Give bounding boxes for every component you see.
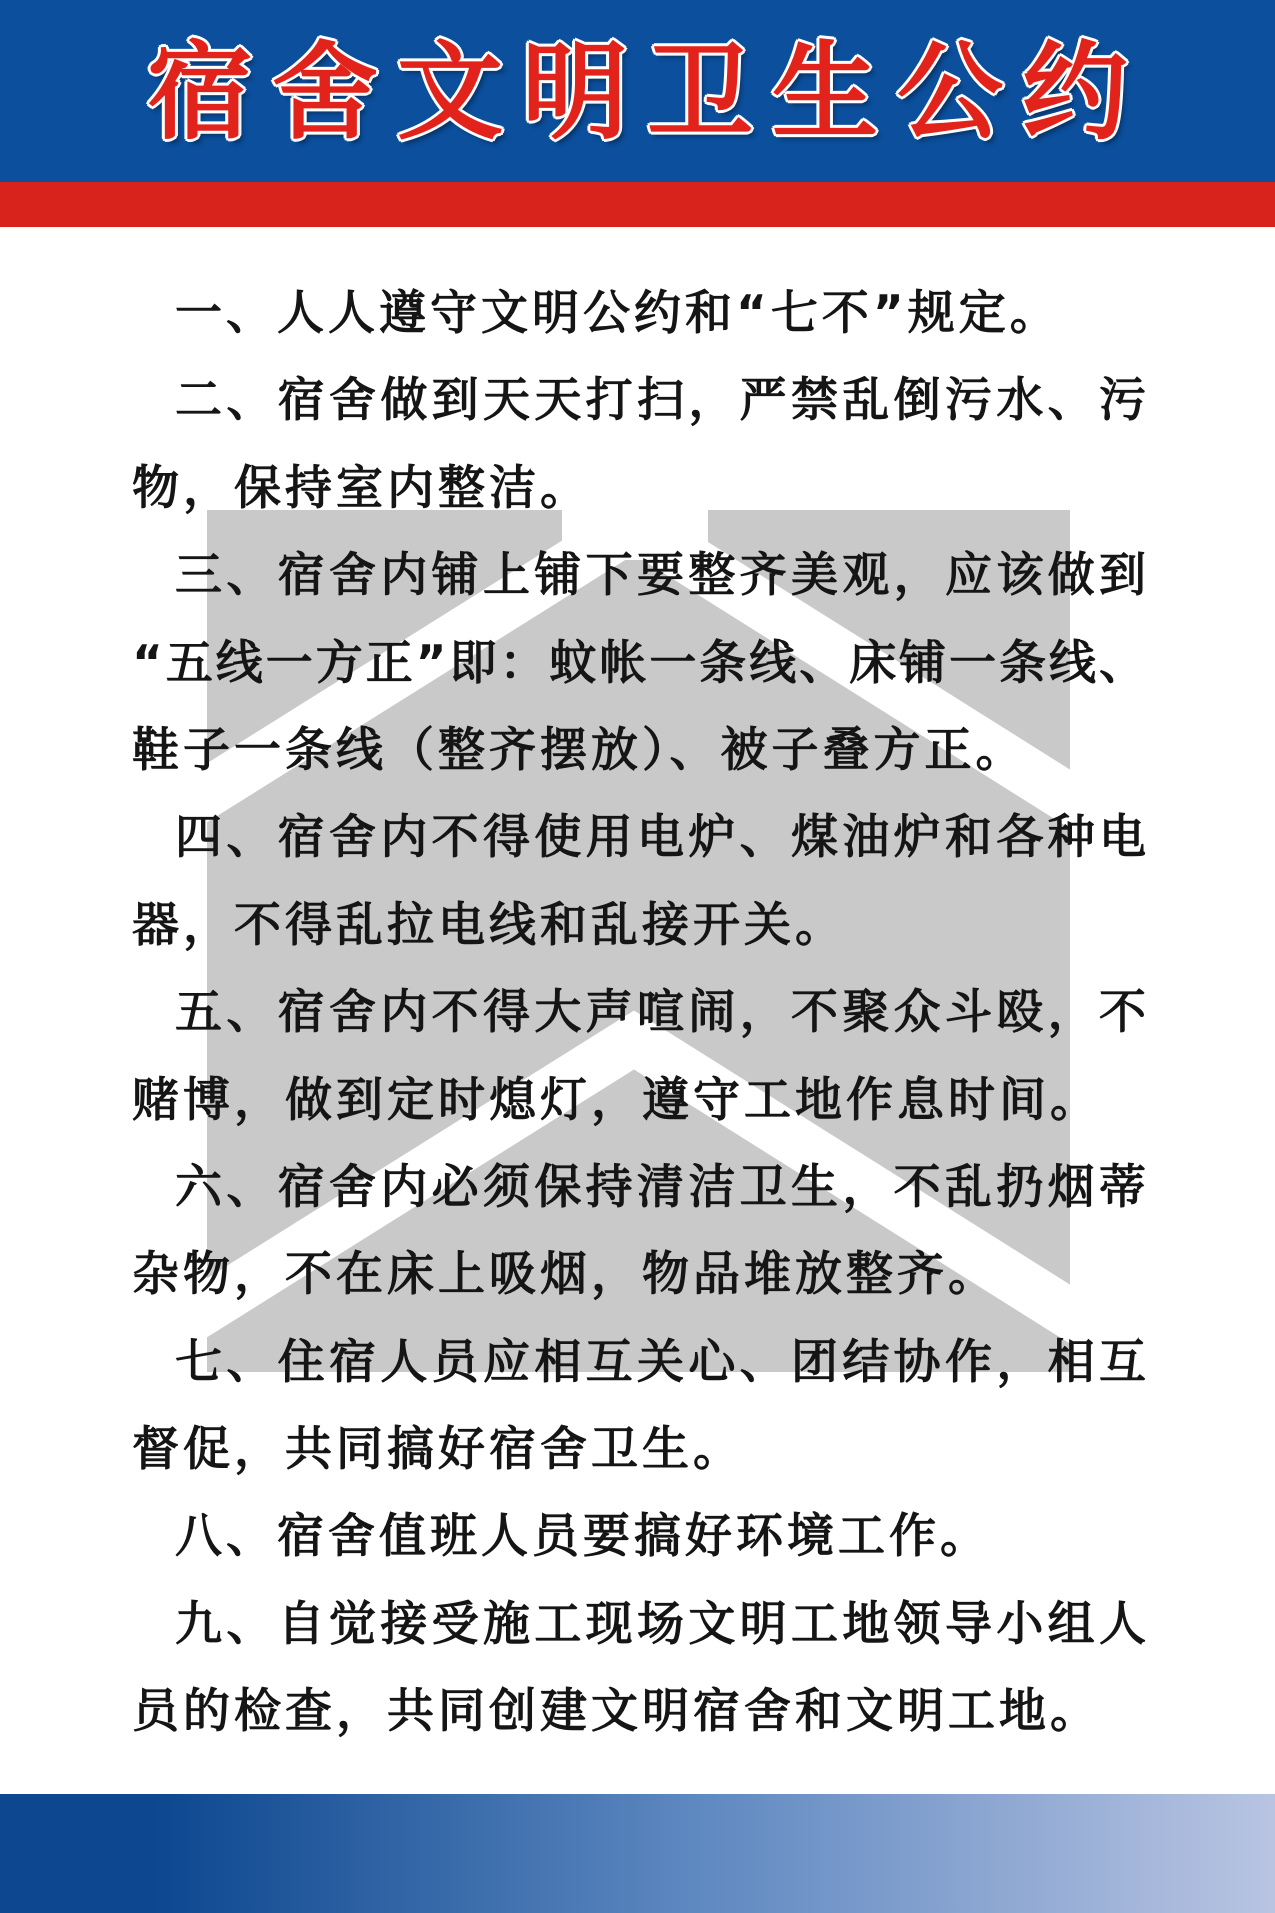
article-4-line-2: 器，不得乱拉电线和乱接开关。 [132, 897, 846, 953]
article-7-line-1: 七、住宿人员应相互关心、团结协作，相互 [175, 1334, 1146, 1390]
article-7 [132, 1319, 1146, 1494]
article-8 [132, 1493, 1146, 1580]
article-8-line-1: 八、宿舍值班人员要搞好环境工作。 [175, 1509, 991, 1565]
article-5-line-1: 五、宿舍内不得大声喧闹，不聚众斗殴，不 [175, 985, 1146, 1041]
article-9 [132, 1581, 1146, 1756]
article-5-line-2: 赌博，做到定时熄灯，遵守工地作息时间。 [132, 1072, 1101, 1128]
article-4 [132, 794, 1146, 969]
convention-list [132, 270, 1146, 1756]
article-2-line-1: 二、宿舍做到天天打扫，严禁乱倒污水、污 [175, 373, 1146, 429]
article-9-line-2: 员的检查，共同创建文明宿舍和文明工地。 [132, 1684, 1101, 1740]
red-stripe [0, 182, 1275, 227]
article-5 [132, 969, 1146, 1144]
article-3 [132, 532, 1146, 794]
article-6-line-2: 杂物，不在床上吸烟，物品堆放整齐。 [132, 1247, 999, 1303]
article-4-line-1: 四、宿舍内不得使用电炉、煤油炉和各种电 [175, 810, 1146, 866]
article-9-line-1: 九、自觉接受施工现场文明工地领导小组人 [175, 1596, 1146, 1652]
content-area [0, 227, 1275, 1794]
article-6-line-1: 六、宿舍内必须保持清洁卫生，不乱扔烟蒂 [175, 1159, 1146, 1215]
article-3-line-1: 三、宿舍内铺上铺下要整齐美观，应该做到 [175, 548, 1146, 604]
poster-title: 宿舍文明卫生公约 [147, 31, 1147, 154]
article-7-line-2: 督促，共同搞好宿舍卫生。 [132, 1422, 744, 1478]
article-1 [132, 270, 1146, 357]
footer-gradient-band [0, 1794, 1275, 1913]
article-6 [132, 1144, 1146, 1319]
header-banner [0, 0, 1275, 182]
article-1-line-1: 一、人人遵守文明公约和“七不”规定。 [175, 286, 1061, 341]
article-3-line-2: “五线一方正”即：蚊帐一条线、床铺一条线、 [132, 635, 1146, 691]
article-2 [132, 357, 1146, 532]
article-2-line-2: 物，保持室内整洁。 [132, 460, 591, 516]
article-3-line-3: 鞋子一条线（整齐摆放）、被子叠方正。 [132, 722, 1027, 778]
